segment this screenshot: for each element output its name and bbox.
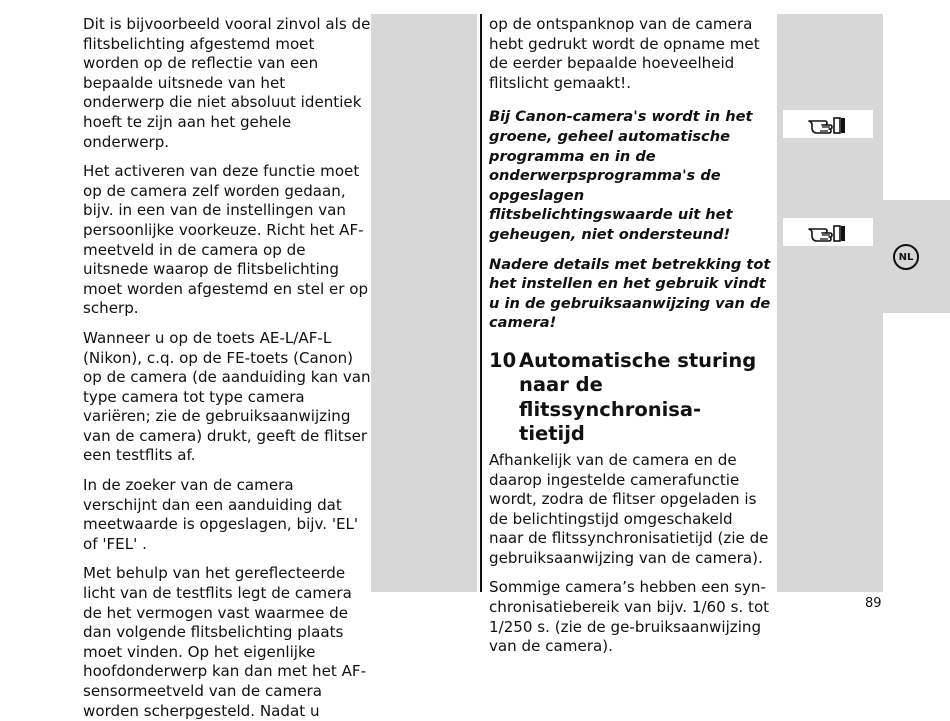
section-title-line: tietijd: [519, 422, 585, 446]
language-badge: NL: [893, 244, 919, 270]
paragraph: Het activeren van deze functie moet op de camera zelf worden gedaan, bijv. in een van de instellingen van persoonlijke voorkeuze. Richt het AF-meetveld in de camera op de uitsnede waarop de flitsbelichting moet worden afgestemd en stel er op scherp.: [83, 162, 369, 318]
paragraph: Wanneer u op de toets AE-L/AF-L (Nikon), c.q. op de FE-toets (Canon) op de camera (de aanduiding kan van type camera tot type camera variëren; zie de gebruiksaanwijzing van de camera) drukt, geeft de flitser een testflits af.: [83, 328, 371, 465]
paragraph: Met behulp van het gereflecteerde licht van de testflits legt de camera de het vermogen vast waarmee de dan volgende flitsbelichting plaats moet vinden. Op het eigenlijke hoofdonderwerp kan dan met het AF-sensormeetveld van de camera worden scherpgesteld. Nadat u: [83, 564, 367, 720]
pointing-hand-icon: [808, 221, 848, 243]
intro-paragraph: op de ontspanknop van de camera hebt gedrukt wordt de opname met de eerder bepaalde hoeveelheid flitslicht gemaakt!.: [489, 15, 760, 92]
canon-note: Bij Canon-camera's wordt in het groene, geheel automatische programma en in de onderwerpsprogramma's de opgeslagen flitsbelichtingswaarde uit het geheugen, niet ondersteund!: [489, 108, 753, 243]
gray-band-center: [371, 14, 477, 592]
details-note: Nadere details met betrekking tot het instellen en het gebruik vindt u in de gebruiksaanwijzing van de camera!: [489, 255, 771, 332]
section-title-line: Automatische sturing: [519, 348, 757, 372]
hint-box: [783, 218, 873, 246]
gray-band-right: [777, 14, 883, 592]
pointing-hand-icon: [808, 113, 848, 135]
section-heading: [489, 349, 771, 447]
hint-box: [783, 110, 873, 138]
page-number: 89: [865, 596, 882, 611]
section-title-line: naar de flitssynchronisa-: [519, 373, 702, 421]
left-column: [83, 15, 371, 721]
paragraph: Sommige camera’s hebben een synchronisatiebereik van bijv. 1/60 s. tot 1/250 s. (zie de ge-bruiksaanwijzing van de camera).: [489, 578, 770, 656]
right-column: [489, 15, 771, 657]
paragraph: Dit is bijvoorbeeld vooral zinvol als de flitsbelichting afgestemd moet worden op de reflectie van een bepaalde uitsnede van het onderwerp die niet absoluut identiek hoeft te zijn aan het gehele onderwerp.: [83, 15, 371, 151]
column-divider: [480, 14, 482, 592]
paragraph: In de zoeker van de camera verschijnt dan een aanduiding dat meetwaarde is opgeslagen, bijv. 'EL' of 'FEL' .: [83, 476, 359, 553]
paragraph: Afhankelijk van de camera en de daarop ingestelde camerafunctie wordt, zodra de flitser opgeladen is de belichtingstijd omgeschakeld naar de flitssynchronisatietijd (zie de gebruiksaanwijzing van de camera).: [489, 450, 769, 567]
section-number: 10: [489, 348, 517, 372]
